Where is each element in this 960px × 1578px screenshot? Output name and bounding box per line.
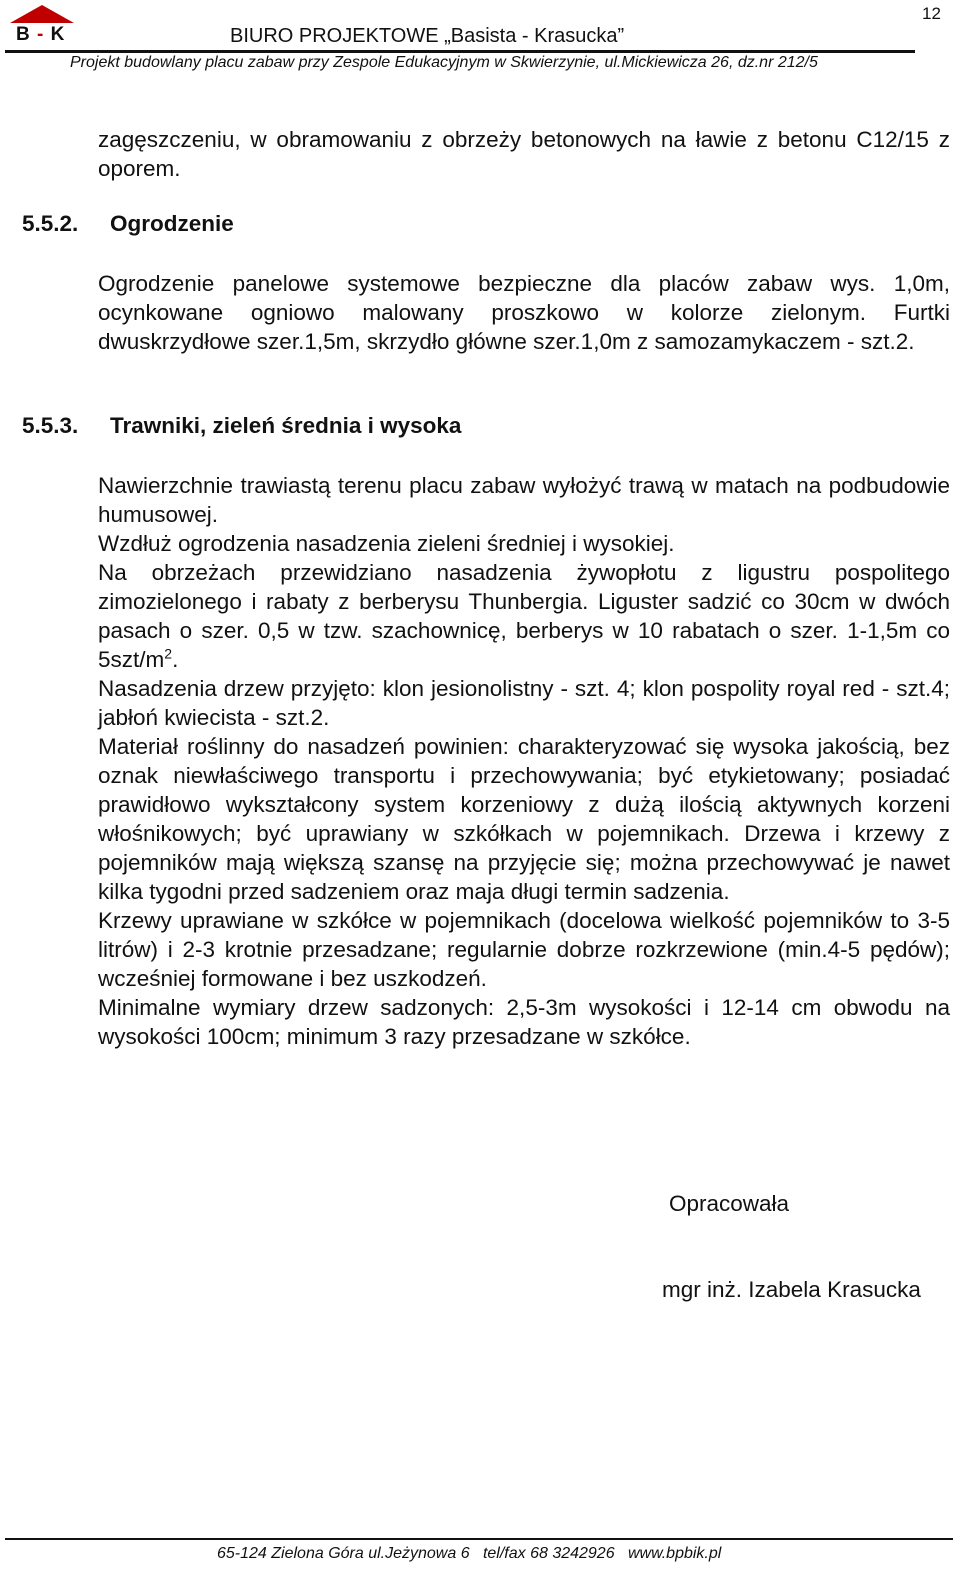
logo-roof-icon <box>10 4 74 24</box>
page-number: 12 <box>922 4 941 23</box>
signature-label: Opracowała <box>669 1191 790 1216</box>
logo-separator: - <box>30 24 51 45</box>
section-heading-fence <box>22 211 234 237</box>
paragraph-material: Materiał roślinny do nasadzeń powinien: charakteryzować się wysoka jakością, bez oznak niewłaściwego transportu i przechowywania; być etykietowany; posiadać prawidłowo wykształcony system korzeniowy z dużą ilością aktywnych korzeni włośnikowych; być uprawiany w szkółkach w pojemnikach. Drzewa i krzewy z pojemników mają większą szansę na przyjęcie się; można przechowywać je nawet kilka tygodni przed sadzeniem oraz maja długi termin sadzenia. <box>98 734 950 904</box>
logo-letter-b: B <box>16 24 31 45</box>
superscript: 2 <box>164 645 173 662</box>
paragraph-tree-dimensions: Minimalne wymiary drzew sadzonych: 2,5-3m wysokości i 12-14 cm obwodu na wysokości 100cm; minimum 3 razy przesadzane w szkółce. <box>98 995 950 1049</box>
footer-web: www.bpbik.pl <box>627 1545 722 1562</box>
project-subtitle: Projekt budowlany placu zabaw przy Zespole Edukacyjnym w Skwierzynie, ul.Mickiewicza 26, dz.nr 212/5 <box>70 54 818 71</box>
hedge-end: . <box>172 647 179 672</box>
greenery-text <box>98 471 950 1051</box>
paragraph-hedge <box>98 558 950 674</box>
paragraph-lawn: Nawierzchnie trawiastą terenu placu zabaw wyłożyć trawą w matach na podbudowie humusowej. <box>98 473 950 527</box>
paragraph-shrubs: Krzewy uprawiane w szkółce w pojemnikach (docelowa wielkość pojemników to 3-5 litrów) i 2-3 krotnie przesadzane; regularnie dobrze rozkrzewione (min.4-5 pędów); wcześniej formowane i bez uszkodzeń. <box>98 908 950 991</box>
logo <box>16 24 65 46</box>
logo-letter-k: K <box>50 24 66 45</box>
paragraph-trees: Nasadzenia drzew przyjęto: klon jesionolistny - szt. 4; klon pospolity royal red - szt.4; jabłoń kwiecista - szt.2. <box>98 676 950 730</box>
paragraph-planting: Wzdłuż ogrodzenia nasadzenia zieleni średniej i wysokiej. <box>98 531 675 556</box>
footer-address: 65-124 Zielona Góra ul.Jeżynowa 6 <box>217 1545 470 1562</box>
footer-phone: tel/fax 68 3242926 <box>482 1545 615 1562</box>
signature-name: mgr inż. Izabela Krasucka <box>662 1277 921 1302</box>
section-title: Ogrodzenie <box>110 211 234 236</box>
section-heading-greenery <box>22 413 461 439</box>
header-divider <box>5 50 915 53</box>
firm-name: BIURO PROJEKTOWE „Basista - Krasucka” <box>230 25 625 47</box>
footer <box>217 1545 721 1563</box>
intro-paragraph: zagęszczeniu, w obramowaniu z obrzeży betonowych na ławie z betonu C12/15 z oporem. <box>98 127 950 181</box>
section-number: 5.5.3. <box>22 413 79 438</box>
section-title: Trawniki, zieleń średnia i wysoka <box>110 413 462 438</box>
footer-divider <box>5 1538 953 1540</box>
section-number: 5.5.2. <box>22 211 79 236</box>
hedge-text: Na obrzeżach przewidziano nasadzenia żywopłotu z ligustru pospolitego zimozielonego i rabaty z berberysu Thunbergia. Liguster sadzić co 30cm w dwóch pasach o szer. 0,5 w tzw. szachownicę, berberys w 10 rabatach o szer. 1-1,5m co 5szt/m <box>98 560 950 672</box>
fence-paragraph: Ogrodzenie panelowe systemowe bezpieczne dla placów zabaw wys. 1,0m, ocynkowane ogniowo malowany proszkowo w kolorze zielonym. Furtki dwuskrzydłowe szer.1,5m, skrzydło główne szer.1,0m z samozamykaczem - szt.2. <box>98 271 950 354</box>
